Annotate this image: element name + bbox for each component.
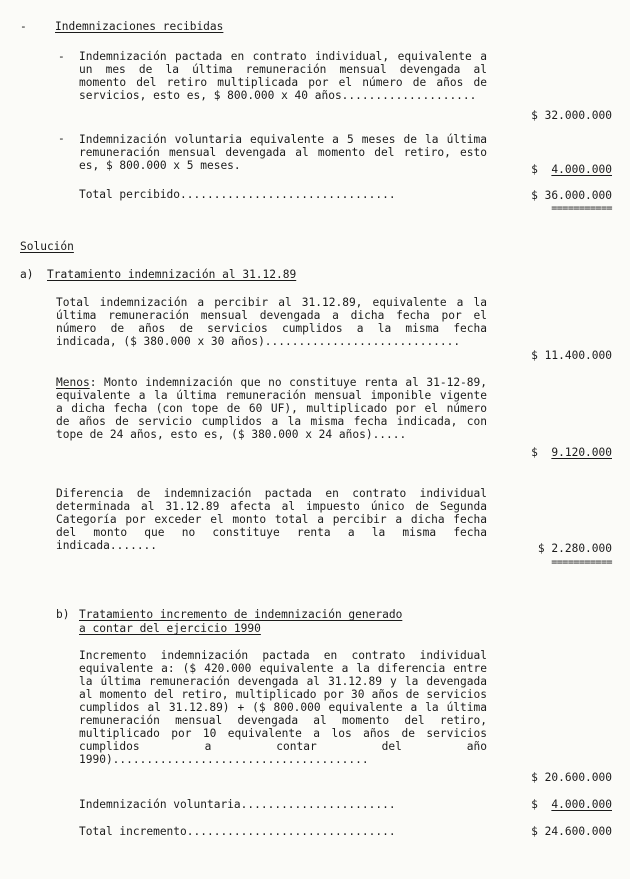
amount-value: 4.000.000: [551, 798, 612, 811]
item-description: Indemnización voluntaria equivalente a 5 meses de la última remuneración mensual devengada al momento del retiro, esto es, $ 800.000 x 5 meses.: [79, 133, 487, 172]
total-increment-label: Total incremento...............................: [79, 825, 396, 838]
part-b-paragraph-1: [79, 649, 487, 766]
paragraph-text: Incremento indemnización pactada en contrato individual equivalente a: ($ 420.000 equivalente a la diferencia entre la última remuneración devengada al 31.12.89 y la devengada al momento del retiro, multiplicado por 30 años de servicios cumplidos al 31.12.89) + ($ 800.000 equivalente a la última remuneración mensual devengada al momento del retiro, multiplicado por 10 equivalente a los años de servicios cumplidos a contar del año 1990)......................................: [79, 649, 487, 766]
total-amount: $ 36.000.000: [531, 189, 612, 202]
part-a-amount-1: $ 11.400.000: [531, 349, 612, 362]
part-a-paragraph-2: [56, 376, 487, 441]
part-b-title-line1: Tratamiento incremento de indemnización generado: [79, 608, 403, 621]
part-a-letter: a): [20, 268, 34, 281]
part-a-amount-2: [531, 446, 612, 459]
part-b-amount-1: $ 20.600.000: [531, 771, 612, 784]
item-text: [79, 133, 487, 172]
part-a-paragraph-1: [56, 296, 487, 348]
paragraph-text: Total indemnización a percibir al 31.12.89, equivalente a la última remuneración mensual devengada a dicha fecha por el número de años de servicios cumplidos a la misma fecha indicada, ($ 380.000 x 30 años).............................: [56, 296, 487, 348]
item-amount: $ 32.000.000: [531, 109, 612, 122]
part-a-amount-3: $ 2.280.000: [537, 542, 612, 555]
item-text: [79, 50, 487, 102]
amount-value: 4.000.000: [551, 163, 612, 176]
item-bullet: -: [58, 50, 65, 63]
double-rule: ===========: [551, 557, 612, 568]
section-title: Indemnizaciones recibidas: [55, 20, 224, 33]
item-amount: [531, 163, 612, 176]
currency-symbol: $: [531, 446, 538, 459]
section-bullet: -: [20, 20, 27, 33]
part-a-paragraph-3: [56, 487, 487, 552]
total-label: Total percibido................................: [79, 188, 396, 201]
part-b-title-line2: a contar del ejercicio 1990: [79, 622, 261, 635]
item-description: Indemnización pactada en contrato individual, equivalente a un mes de la última remuneración mensual devengada al momento del retiro multiplicada por el número de años de servicios, esto es, $ 800.000 x 40 años....................: [79, 50, 487, 102]
part-a-title: Tratamiento indemnización al 31.12.89: [47, 268, 297, 281]
paragraph-text: [56, 376, 487, 441]
menos-text: : Monto indemnización que no constituye renta al 31-12-89, equivalente a la última remuneración mensual imponible vigente a dicha fecha (con tope de 60 UF), multiplicado por el número de años de servicio cumplidos a la misma fecha indicada, con tope de 24 años, esto es, ($ 380.000 x 24 años).....: [56, 376, 487, 441]
voluntary-amount: [531, 798, 612, 811]
item-bullet: -: [58, 132, 65, 145]
total-increment-amount: $ 24.600.000: [531, 825, 612, 838]
currency-symbol: $: [531, 798, 538, 811]
currency-symbol: $: [531, 163, 538, 176]
voluntary-label: Indemnización voluntaria.......................: [79, 798, 396, 811]
part-b-letter: b): [56, 608, 70, 621]
amount-value: 9.120.000: [551, 446, 612, 459]
double-rule: ===========: [551, 203, 612, 214]
menos-label: Menos: [56, 376, 90, 389]
solution-heading: Solución: [20, 240, 74, 253]
paragraph-text: Diferencia de indemnización pactada en contrato individual determinada al 31.12.89 afecta al impuesto único de Segunda Categoría por exceder el monto total a percibir a dicha fecha del monto que no constituye renta a la misma fecha indicada.......: [56, 487, 487, 552]
